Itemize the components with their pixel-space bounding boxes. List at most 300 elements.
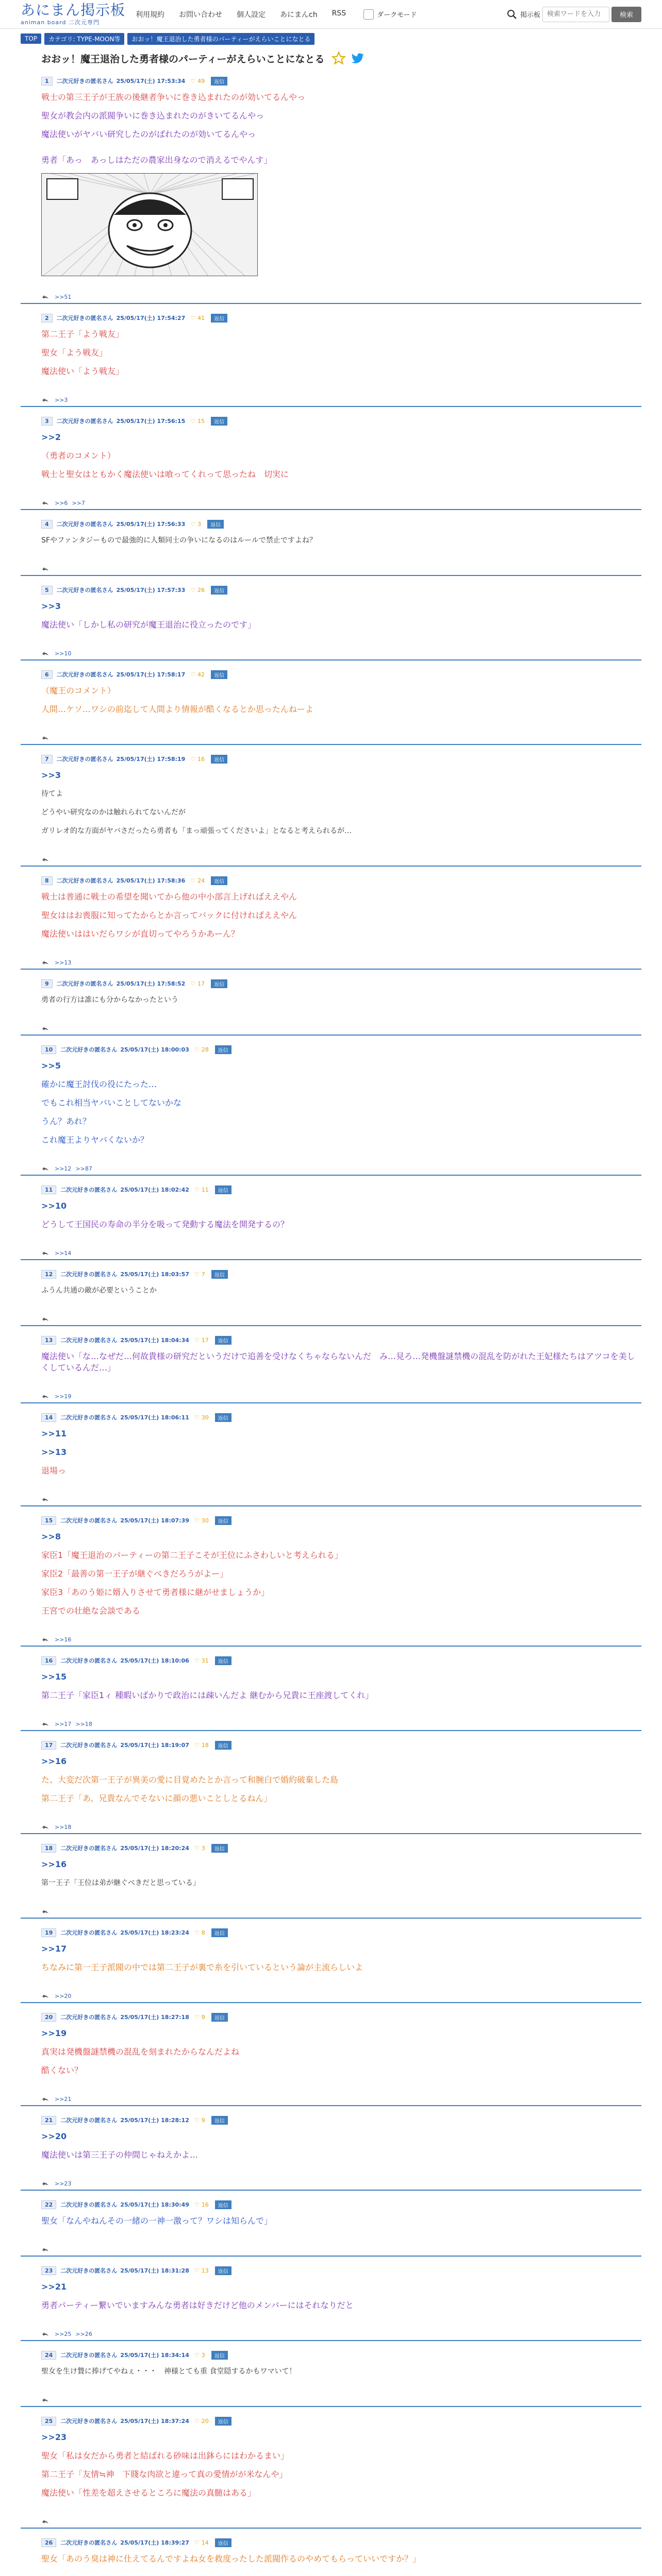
post-footer	[41, 1022, 641, 1035]
reply-hand-icon[interactable]	[41, 1823, 49, 1831]
post	[21, 1919, 641, 2003]
post-text-line: 家臣1「魔王退治のパーティーの第二王子こそが王位にふさわしいと考えられる」	[41, 1550, 343, 1560]
post-number[interactable]: 26	[41, 2538, 56, 2547]
post-text-line: 退場っ	[41, 1466, 67, 1476]
post-header	[41, 2113, 641, 2127]
backlink[interactable]: >>6	[55, 499, 68, 506]
poster-name: 二次元好きの匿名さん	[60, 1929, 118, 1936]
reply-button[interactable]: 返信	[211, 979, 227, 988]
heart-count: 11	[201, 1186, 209, 1193]
reply-button[interactable]: 返信	[211, 1844, 228, 1853]
post-text-line: 真実は発機盤謎禁機の混乱を刻まれたからなんだよね	[41, 2047, 240, 2057]
post-number[interactable]: 14	[41, 1413, 56, 1422]
reply-button[interactable]: 返信	[215, 2266, 231, 2275]
post-date: 25/05/17(土) 18:20:24	[120, 1845, 189, 1852]
post-body	[41, 531, 641, 563]
post-text-line: 確かに魔王討伐の役にたった…	[41, 1079, 157, 1089]
post-number[interactable]: 4	[41, 520, 53, 529]
heart-icon[interactable]: ♡	[194, 1336, 200, 1344]
reply-button[interactable]: 返信	[207, 520, 224, 529]
post-header	[41, 2010, 641, 2024]
reply-anchor-link[interactable]: >>23	[41, 2432, 67, 2442]
post-text-line: ガリレオ的な方面がヤバさだったら勇者も「まっ頑張ってくださいよ」となると考えられるが…	[41, 827, 352, 835]
post-number[interactable]: 17	[41, 1741, 56, 1750]
reply-button[interactable]: 返信	[211, 417, 227, 426]
dark-mode-toggle[interactable]	[363, 9, 417, 20]
post-body	[41, 428, 641, 497]
post	[21, 2257, 641, 2341]
post-text-line: 戦士の第三王子が王族の後継者争いに巻き込まれたのが効いてるんやっ	[41, 92, 306, 102]
post	[21, 1506, 641, 1647]
post-text-line: ちなみに第一王子派閥の中では第二王子が裏で糸を引いているという論が主流らしいよ	[41, 1962, 363, 1972]
heart-count: 30	[201, 1517, 209, 1524]
post-footer	[41, 2177, 641, 2190]
post-number[interactable]: 12	[41, 1270, 56, 1279]
post-number[interactable]: 25	[41, 2417, 56, 2426]
backlink[interactable]: >>13	[55, 959, 72, 966]
heart-icon[interactable]: ♡	[194, 1270, 200, 1278]
post-body	[41, 766, 641, 853]
post-text-line: た、大変だ次第一王子が異美の愛に目覚めたとか言って和腕白で婚約破棄した島	[41, 1775, 339, 1785]
post-date: 25/05/17(土) 18:00:03	[120, 1046, 189, 1053]
post	[21, 1036, 641, 1176]
reply-button[interactable]: 返信	[215, 2200, 231, 2209]
post-text-line: 聖女「あのう臭は神に仕えてるんですよね女を救度ったした派閥作るのやめてもらっていいですか？」	[41, 2554, 421, 2564]
poster-name: 二次元好きの匿名さん	[60, 1414, 118, 1421]
post-number[interactable]: 24	[41, 2351, 56, 2360]
nav-contact[interactable]: お問い合わせ	[179, 10, 222, 19]
reply-button[interactable]: 返信	[215, 1045, 231, 1054]
poster-name: 二次元好きの匿名さん	[60, 2352, 118, 2359]
nav-rss[interactable]: RSS	[332, 9, 346, 18]
dark-mode-checkbox[interactable]	[363, 9, 374, 20]
post-number[interactable]: 5	[41, 586, 53, 595]
post-date: 25/05/17(土) 18:02:42	[120, 1187, 189, 1193]
heart-icon[interactable]: ♡	[190, 980, 196, 987]
post-header	[41, 2414, 641, 2428]
post-date: 25/05/17(土) 17:54:27	[116, 315, 186, 321]
heart-icon[interactable]: ♡	[190, 671, 196, 678]
post-number[interactable]: 22	[41, 2200, 56, 2209]
post-footer	[41, 732, 641, 744]
reply-hand-icon[interactable]	[41, 2330, 49, 2338]
heart-icon[interactable]: ♡	[194, 1929, 200, 1936]
post-body	[41, 1752, 641, 1821]
post-date: 25/05/17(土) 18:39:27	[120, 2539, 189, 2546]
post-number[interactable]: 16	[41, 1656, 56, 1665]
backlink[interactable]: >>25	[55, 2330, 72, 2337]
backlink[interactable]: >>10	[55, 650, 72, 657]
post-body	[41, 2024, 641, 2093]
backlink[interactable]: >>26	[75, 2330, 92, 2337]
post-header	[41, 2198, 641, 2211]
post-footer	[41, 563, 641, 575]
backlink[interactable]: >>7	[72, 499, 85, 506]
post-header	[41, 1926, 641, 1939]
post-footer	[41, 1493, 641, 1505]
backlink[interactable]: >>12	[55, 1165, 72, 1172]
reply-button[interactable]: 返信	[211, 876, 227, 885]
post-footer	[41, 2394, 641, 2406]
post-date: 25/05/17(土) 18:07:39	[120, 1517, 189, 1524]
reply-hand-icon[interactable]	[41, 1635, 49, 1643]
heart-icon[interactable]: ♡	[194, 1186, 200, 1193]
post-number[interactable]: 1	[41, 77, 53, 86]
post-body	[41, 1347, 641, 1390]
heart-icon[interactable]: ♡	[194, 1741, 200, 1749]
post-footer	[41, 394, 641, 406]
post-date: 25/05/17(土) 17:58:52	[116, 980, 186, 987]
heart-icon[interactable]: ♡	[194, 2417, 200, 2425]
post-body	[41, 597, 641, 647]
reply-button[interactable]: 返信	[211, 314, 227, 323]
search-button[interactable]: 検索	[611, 7, 641, 22]
post-body	[41, 1056, 641, 1162]
backlink[interactable]: >>18	[55, 1823, 72, 1831]
post-header	[41, 1183, 641, 1196]
post-text-line: 戦士は普通に戦士の希望を聞いてから他の中小部言上げればええやん	[41, 892, 297, 902]
reply-button[interactable]: 返信	[215, 1413, 231, 1422]
post-footer	[41, 1990, 641, 2002]
post-header	[41, 1514, 641, 1527]
reply-anchor-link[interactable]: >>16	[41, 1756, 67, 1766]
favorite-star-icon[interactable]	[332, 51, 346, 65]
reply-button[interactable]: 返信	[211, 2351, 228, 2360]
reply-anchor-link[interactable]: >>2	[41, 432, 61, 442]
poster-name: 二次元好きの匿名さん	[60, 1517, 118, 1524]
backlink[interactable]: >>20	[55, 1992, 72, 1999]
reply-hand-icon[interactable]	[41, 1907, 49, 1916]
reply-anchor-link[interactable]: >>3	[41, 770, 61, 780]
post-header	[41, 2264, 641, 2277]
reply-button[interactable]: 返信	[211, 1270, 228, 1279]
backlink[interactable]: >>23	[55, 2180, 72, 2187]
heart-icon[interactable]: ♡	[194, 1414, 200, 1421]
reply-hand-icon[interactable]	[41, 1720, 49, 1728]
reply-anchor-link[interactable]: >>10	[41, 1201, 67, 1211]
post-date: 25/05/17(土) 18:10:06	[120, 1657, 189, 1664]
reply-hand-icon[interactable]	[41, 2095, 49, 2103]
nav-animanch[interactable]: あにまんch	[280, 10, 318, 19]
reply-button[interactable]: 返信	[215, 2538, 231, 2547]
post-text-line: 第二王子「よう戦友」	[41, 329, 124, 339]
reply-anchor-link[interactable]: >>15	[41, 1672, 67, 1682]
post-text-line: 戦士と聖女はともかく魔法使いは喰ってくれって思ったね 切実に	[41, 469, 289, 479]
backlink[interactable]: >>18	[75, 1720, 92, 1727]
reply-hand-icon[interactable]	[41, 734, 49, 742]
post-footer	[41, 1313, 641, 1325]
poster-name: 二次元好きの匿名さん	[56, 418, 113, 425]
reply-hand-icon[interactable]	[41, 855, 49, 863]
heart-count: 24	[197, 877, 205, 884]
search-icon	[507, 9, 517, 20]
post	[21, 2003, 641, 2106]
reply-hand-icon[interactable]	[41, 2245, 49, 2253]
post-header	[41, 977, 641, 990]
reply-anchor-link[interactable]: >>20	[41, 2131, 67, 2141]
post-text-line: 魔法使いがヤバい研究したのがばれたのが効いてるんやっ	[41, 129, 256, 139]
post	[21, 2407, 641, 2529]
post-footer	[41, 853, 641, 866]
backlink[interactable]: >>21	[55, 2095, 72, 2103]
heart-icon[interactable]: ♡	[194, 1046, 200, 1053]
post	[21, 67, 641, 304]
post-footer	[41, 497, 641, 509]
breadcrumb-top[interactable]: TOP	[21, 33, 41, 44]
logo-sub: animan board 二次元専門	[21, 19, 100, 26]
thread-title-text: おおッ！魔王退治した勇者様のパーティーがえらいことになとる	[41, 53, 325, 65]
post	[21, 1326, 641, 1403]
post	[21, 1731, 641, 1834]
post	[21, 304, 641, 407]
post-body	[41, 2127, 641, 2177]
reply-button[interactable]: 返信	[211, 586, 227, 595]
post-footer	[41, 2093, 641, 2105]
reply-anchor-link[interactable]: >>17	[41, 1944, 67, 1954]
post-text-line: 待てよ	[41, 790, 63, 798]
post-text-line: 勇者「あっ あっしはただの農家出身なので消えるでやんす」	[41, 155, 272, 165]
post-footer	[41, 1821, 641, 1833]
heart-icon[interactable]: ♡	[194, 2201, 200, 2208]
post-footer	[41, 1718, 641, 1730]
reply-anchor-link[interactable]: >>5	[41, 1061, 61, 1071]
post-text-line: 王宮での壮絶な会談である	[41, 1606, 141, 1616]
backlink[interactable]: >>16	[55, 1636, 72, 1643]
reply-hand-icon[interactable]	[41, 2517, 49, 2526]
post-number[interactable]: 2	[41, 314, 53, 323]
nav-terms[interactable]: 利用規約	[136, 10, 164, 19]
heart-count: 17	[197, 980, 205, 987]
reply-button[interactable]: 返信	[215, 2417, 231, 2426]
post	[21, 407, 641, 510]
heart-count: 7	[201, 1270, 205, 1278]
post-date: 25/05/17(土) 18:27:18	[120, 2014, 189, 2021]
reply-hand-icon[interactable]	[41, 1495, 49, 1503]
reply-anchor-link[interactable]: >>8	[41, 1532, 61, 1541]
post-body	[41, 2277, 641, 2328]
post-body	[41, 1667, 641, 1718]
poster-name: 二次元好きの匿名さん	[60, 2267, 118, 2274]
heart-count: 8	[201, 1929, 205, 1936]
post-footer	[41, 1162, 641, 1175]
post-text-line: 酷くない？	[41, 2065, 83, 2075]
heart-count: 26	[197, 586, 205, 594]
poster-name: 二次元好きの匿名さん	[56, 521, 113, 528]
post-text-line: 第二王子「友情≒神 下賤な肉欲と違って真の愛情がが米なんや」	[41, 2469, 288, 2479]
heart-count: 16	[201, 2201, 209, 2208]
post-number[interactable]: 15	[41, 1516, 56, 1525]
reply-hand-icon[interactable]	[41, 1024, 49, 1032]
reply-anchor-link[interactable]: >>3	[41, 601, 61, 611]
post-footer	[41, 2243, 641, 2256]
nav-settings[interactable]: 個人設定	[237, 10, 266, 19]
post-header	[41, 2348, 641, 2362]
heart-count: 31	[201, 1657, 209, 1664]
reply-button[interactable]: 返信	[211, 77, 227, 86]
poster-name: 二次元好きの匿名さん	[60, 1742, 118, 1749]
reply-hand-icon[interactable]	[41, 1164, 49, 1173]
site-logo[interactable]	[21, 3, 126, 26]
reply-anchor-link[interactable]: >>16	[41, 1859, 67, 1869]
heart-icon[interactable]: ♡	[190, 520, 196, 528]
reply-hand-icon[interactable]	[41, 649, 49, 657]
reply-anchor-link[interactable]: >>21	[41, 2282, 67, 2292]
manga-panel-image[interactable]	[41, 173, 258, 276]
reply-button[interactable]: 返信	[211, 2013, 228, 2022]
search-area	[507, 7, 641, 22]
reply-hand-icon[interactable]	[41, 396, 49, 404]
post	[21, 745, 641, 867]
reply-button[interactable]: 返信	[215, 1516, 231, 1525]
reply-anchor-link[interactable]: >>11	[41, 1429, 67, 1438]
post-footer	[41, 1247, 641, 1259]
post-body	[41, 887, 641, 956]
post-number[interactable]: 18	[41, 1844, 56, 1853]
heart-icon[interactable]: ♡	[190, 417, 196, 425]
post-number[interactable]: 10	[41, 1045, 56, 1054]
heart-count: 13	[201, 2267, 209, 2274]
post-number[interactable]: 6	[41, 670, 53, 679]
reply-button[interactable]: 返信	[211, 755, 227, 764]
post-header	[41, 583, 641, 597]
post-body	[41, 1855, 641, 1905]
breadcrumb-category[interactable]: カテゴリ: TYPE-MOON等	[44, 33, 124, 45]
post-list	[0, 67, 662, 2576]
post	[21, 660, 641, 745]
thread-title-area	[0, 44, 662, 67]
search-scope[interactable]: 掲示板	[520, 11, 540, 19]
poster-name: 二次元好きの匿名さん	[60, 1845, 118, 1852]
post-text-line: 聖女「なんやねんその一緒の一神一激って？ワシは知らんで」	[41, 2216, 273, 2226]
post-number[interactable]: 8	[41, 876, 53, 885]
reply-hand-icon[interactable]	[41, 293, 49, 301]
post-text-line: 勇者の行方は誰にも分からなかったという	[41, 996, 178, 1004]
heart-icon[interactable]: ♡	[190, 755, 196, 762]
heart-icon[interactable]: ♡	[190, 77, 196, 84]
post-date: 25/05/17(土) 18:04:34	[120, 1337, 189, 1344]
post-text-line: 聖女ははお喪服に知ってたからとか言ってバックに付ければええやん	[41, 910, 297, 920]
post-footer	[41, 2515, 641, 2528]
post-text-line: 家臣3「あのう姫に婿入りさせて勇者様に継がせましょうか」	[41, 1587, 270, 1597]
post-text-line: （魔王のコメント）	[41, 686, 116, 696]
heart-icon[interactable]: ♡	[190, 314, 196, 321]
post-date: 25/05/17(土) 17:58:36	[116, 877, 186, 884]
post-number[interactable]: 21	[41, 2116, 56, 2125]
reply-anchor-link[interactable]: >>13	[41, 1447, 67, 1457]
title-icons	[332, 51, 369, 65]
reply-hand-icon[interactable]	[41, 1249, 49, 1257]
reply-hand-icon[interactable]	[41, 958, 49, 967]
breadcrumb-thread[interactable]: おおッ！魔王退治した勇者様のパーティーがえらいことになとる	[127, 33, 315, 45]
post-body	[41, 1527, 641, 1633]
poster-name: 二次元好きの匿名さん	[60, 2201, 118, 2208]
post-body	[41, 2428, 641, 2515]
post-date: 25/05/17(土) 18:03:57	[120, 1271, 189, 1278]
poster-name: 二次元好きの匿名さん	[60, 2418, 118, 2425]
reply-hand-icon[interactable]	[41, 1392, 49, 1400]
heart-icon[interactable]: ♡	[194, 2116, 200, 2124]
post-text-line: 魔法使い「な…なぜだ…何故貴様の研究だというだけで追善を受けなくちゃならないんだ み…見ろ…発機盤謎禁機の混乱を防がれた王妃様たちはアツコを美しくしているんだ…」	[41, 1351, 635, 1372]
heart-icon[interactable]: ♡	[194, 1517, 200, 1524]
post	[21, 1176, 641, 1260]
reply-hand-icon[interactable]	[41, 565, 49, 573]
backlink[interactable]: >>3	[55, 396, 68, 403]
post-number[interactable]: 7	[41, 755, 53, 764]
heart-count: 9	[201, 2013, 205, 2021]
backlink[interactable]: >>87	[75, 1165, 92, 1172]
twitter-share-icon[interactable]	[350, 51, 365, 65]
heart-count: 3	[197, 520, 202, 528]
heart-count: 3	[201, 1844, 205, 1852]
post	[21, 2529, 641, 2576]
backlink[interactable]: >>17	[55, 1720, 72, 1727]
heart-icon[interactable]: ♡	[194, 1844, 200, 1852]
reply-button[interactable]: 返信	[211, 670, 227, 679]
post-date: 25/05/17(土) 17:58:19	[116, 756, 186, 762]
post-date: 25/05/17(土) 18:23:24	[120, 1929, 189, 1936]
post-number[interactable]: 9	[41, 979, 53, 988]
post-footer	[41, 647, 641, 659]
reply-anchor-link[interactable]: >>19	[41, 2028, 67, 2038]
reply-button[interactable]: 返信	[215, 1185, 231, 1194]
heart-icon[interactable]: ♡	[194, 2013, 200, 2021]
backlink[interactable]: >>51	[55, 293, 72, 300]
post-number[interactable]: 19	[41, 1928, 56, 1937]
poster-name: 二次元好きの匿名さん	[56, 315, 113, 321]
post-date: 25/05/17(土) 18:37:24	[120, 2418, 189, 2425]
thread-title	[21, 49, 641, 67]
post-header	[41, 1738, 641, 1752]
post	[21, 1647, 641, 1731]
reply-hand-icon[interactable]	[41, 1315, 49, 1323]
reply-hand-icon[interactable]	[41, 2396, 49, 2404]
post-number[interactable]: 20	[41, 2013, 56, 2022]
post-number[interactable]: 23	[41, 2266, 56, 2275]
post-header	[41, 74, 641, 88]
post-number[interactable]: 3	[41, 417, 53, 426]
post-header	[41, 1411, 641, 1424]
heart-icon[interactable]: ♡	[190, 586, 196, 594]
reply-button[interactable]: 返信	[215, 1336, 231, 1345]
post-body	[41, 1939, 641, 1990]
post-text-line: 魔法使いははいだらワシが直切ってやろうかあーん？	[41, 929, 240, 939]
poster-name: 二次元好きの匿名さん	[60, 1271, 118, 1278]
post-text-line: （勇者のコメント）	[41, 451, 116, 461]
post-number[interactable]: 11	[41, 1185, 56, 1194]
poster-name: 二次元好きの匿名さん	[56, 756, 113, 762]
post	[21, 2341, 641, 2407]
poster-name: 二次元好きの匿名さん	[56, 78, 113, 84]
post-body	[41, 1196, 641, 1247]
reply-hand-icon[interactable]	[41, 499, 49, 507]
reply-button[interactable]: 返信	[215, 1741, 231, 1750]
heart-count: 41	[197, 314, 205, 321]
reply-button[interactable]: 返信	[211, 1928, 228, 1937]
post-number[interactable]: 13	[41, 1336, 56, 1345]
reply-button[interactable]: 返信	[211, 2116, 228, 2125]
heart-icon[interactable]: ♡	[194, 2351, 200, 2359]
reply-button[interactable]: 返信	[215, 1656, 231, 1665]
heart-icon[interactable]: ♡	[194, 2267, 200, 2274]
heart-icon[interactable]: ♡	[190, 877, 196, 884]
heart-icon[interactable]: ♡	[194, 1657, 200, 1664]
reply-hand-icon[interactable]	[41, 1992, 49, 2000]
heart-icon[interactable]: ♡	[194, 2539, 200, 2546]
search-input[interactable]	[542, 7, 609, 22]
backlink[interactable]: >>14	[55, 1249, 72, 1257]
reply-hand-icon[interactable]	[41, 2179, 49, 2188]
backlink[interactable]: >>19	[55, 1393, 72, 1400]
